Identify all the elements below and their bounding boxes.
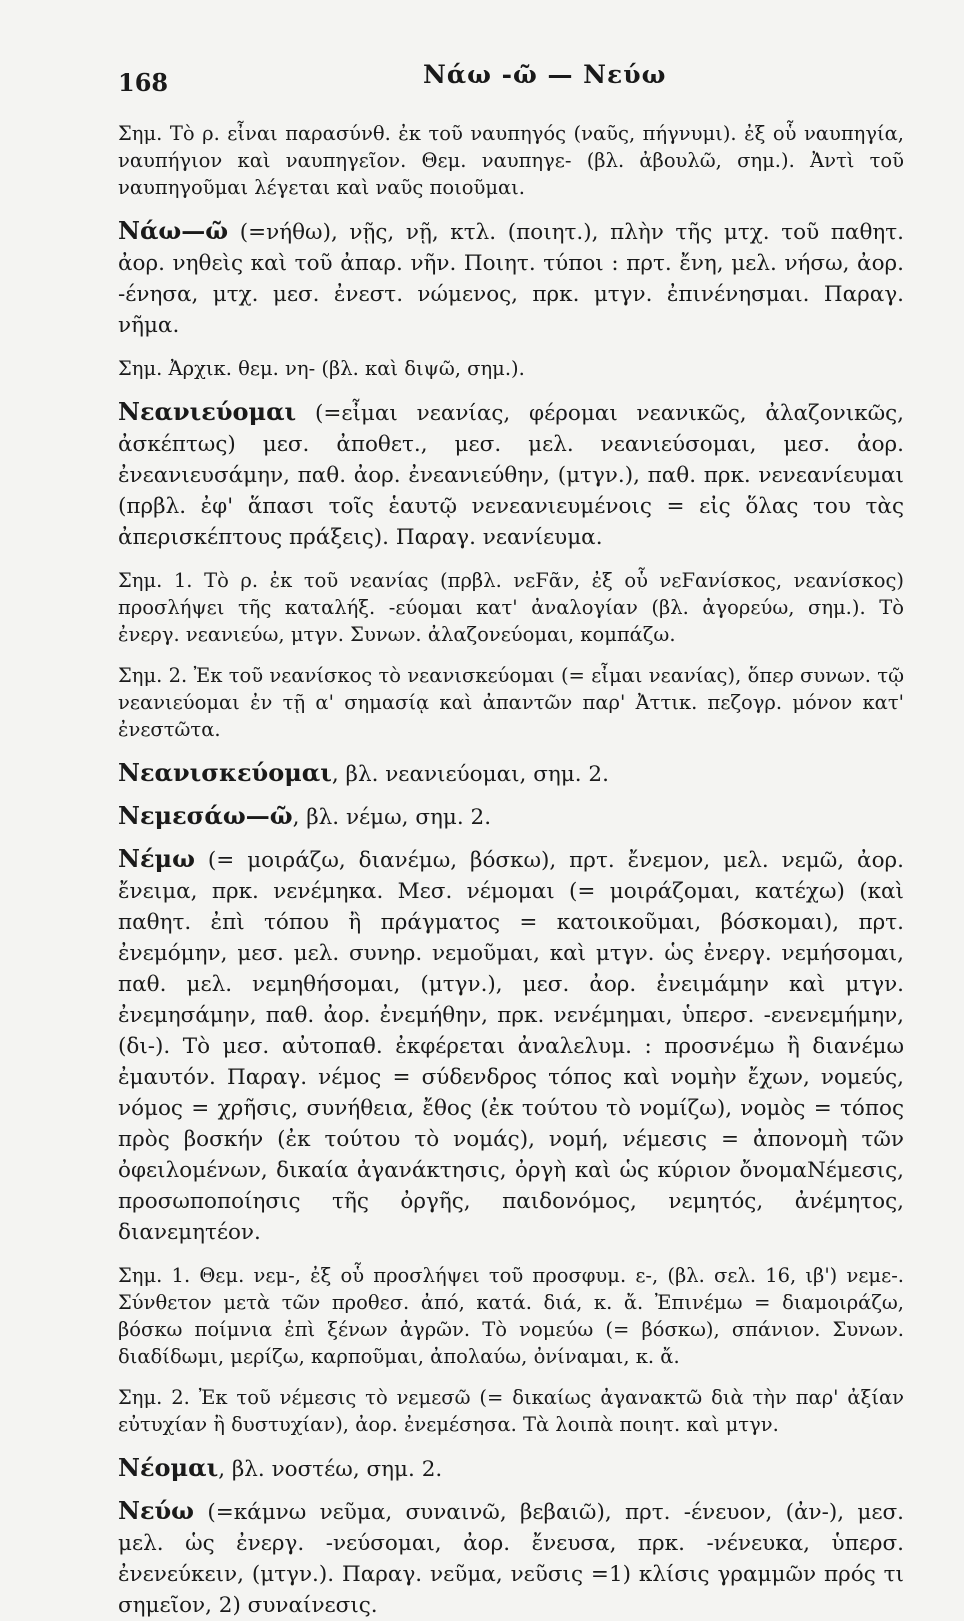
entry-text: (=κάμνω νεῦμα, συναινῶ, βεβαιῶ), πρτ. -ένευον, (ἀν-), μεσ. μελ. ὡς ἐνεργ. -νεύσομαι, ἀορ. ἔνευσα, πρκ. -νένευκα, ὑπερσ. ἐνενεύκειν, (μτγν.). Παραγ. νεῦμα, νεῦσις =1) κλίσις γραμμῶν πρός τι σημεῖον, 2) συναίνεσις. [118,1500,904,1618]
entry-text: Σημ. 1. Τὸ ρ. ἐκ τοῦ νεανίας (πρβλ. νεϜᾶν, ἐξ οὗ νεϜανίσκος, νεανίσκος) προσλήψει τῆς καταλήξ. -εύομαι κατ' ἀναλογίαν (βλ. ἀγορεύω, σημ.). Τὸ ἐνεργ. νεανιεύω, μτγν. Συνων. ἀλαζονεύομαι, κομπάζω. [118,569,904,646]
entry-text: , βλ. νέμω, σημ. 2. [292,805,492,830]
entry-text: , βλ. νοστέω, σημ. 2. [218,1457,443,1482]
entry-text: (=εἶμαι νεανίας, φέρομαι νεανικῶς, ἀλαζονικῶς, ἀσκέπτως) μεσ. ἀποθετ., μεσ. μελ. νεανιεύσομαι, μεσ. ἀορ. ἐνεανιευσάμην, παθ. ἀορ. ἐνεανιεύθην, (μτγν.), παθ. πρκ. νενεανίευμαι (πρβλ. ἐφ' ἅπασι τοῖς ἑαυτῷ νενεανιευμένοις = εἰς ὅλας του τὰς ἀπερισκέπτους πράξεις). Παραγ. νεανίευμα. [118,401,904,550]
entry-note [118,662,904,743]
dictionary-entry [118,215,904,341]
dictionary-entry [118,843,904,1248]
dictionary-entry [118,757,904,790]
entry-note [118,1262,904,1370]
entry-headword: Νεμεσάω—ῶ [118,801,293,830]
entry-headword: Νάω—ῶ [118,216,229,245]
dictionary-entry [118,800,904,833]
entry-text: Σημ. 1. Θεμ. νεμ-, ἐξ οὗ προσλήψει τοῦ προσφυμ. ε-, (βλ. σελ. 16, ιβ') νεμε-. Σύνθετον μετὰ τῶν προθεσ. ἀπό, κατά. διά, κ. ἄ. Ἐπινέμω = διαμοιράζω, βόσκω ποίμνια ἐπὶ ξένων ἀγρῶν. Τὸ νομεύω (= βόσκω), σπάνιον. Συνων. διαδίδωμι, μερίζω, καρποῦμαι, ἀπολαύω, ὀνίναμαι, κ. ἄ. [118,1264,904,1368]
entry-headword: Νεύω [118,1496,195,1525]
page-number: 168 [118,68,169,97]
dictionary-entry [118,1452,904,1485]
entries-column [118,120,904,1621]
entry-text: Σημ. 2. Ἐκ τοῦ νέμεσις τὸ νεμεσῶ (= δικαίως ἀγανακτῶ διὰ τὴν παρ' ἀξίαν εὐτυχίαν ἢ δυστυχίαν), ἀορ. ἐνεμέσησα. Τὰ λοιπὰ ποιητ. καὶ μτγν. [118,1386,904,1436]
entry-text: Σημ. Τὸ ρ. εἶναι παρασύνθ. ἐκ τοῦ ναυπηγός (ναῦς, πήγνυμι). ἐξ οὗ ναυπηγία, ναυπήγιον καὶ ναυπηγεῖον. Θεμ. ναυπηγε- (βλ. ἀβουλῶ, σημ.). Ἀντὶ τοῦ ναυπηγοῦμαι λέγεται καὶ ναῦς ποιοῦμαι. [118,122,904,199]
entry-note [118,355,904,382]
entry-note [118,120,904,201]
dictionary-entry [118,396,904,553]
dictionary-entry [118,1495,904,1621]
entry-headword: Νεανισκεύομαι [118,758,332,787]
entry-text: Σημ. 2. Ἐκ τοῦ νεανίσκος τὸ νεανισκεύομαι (= εἶμαι νεανίας), ὅπερ συνων. τῷ νεανιεύομαι ἐν τῇ α' σημασίᾳ καὶ ἀπαντῶν παρ' Ἀττικ. πεζογρ. μόνον κατ' ἐνεστῶτα. [118,664,904,741]
entry-headword: Νέομαι [118,1453,219,1482]
entry-headword: Νέμω [118,844,195,873]
page-header [118,58,904,98]
entry-headword: Νεανιεύομαι [118,397,297,426]
entry-text: , βλ. νεανιεύομαι, σημ. 2. [331,762,609,787]
entry-note [118,567,904,648]
entry-text: (=νήθω), νῇς, νῇ, κτλ. (ποιητ.), πλὴν τῆς μτχ. τοῦ παθητ. ἀορ. νηθεὶς καὶ τοῦ ἀπαρ. νῆν. Ποιητ. τύποι : πρτ. ἔνη, μελ. νήσω, ἀορ. -ένησα, μτχ. μεσ. ἐνεστ. νώμενος, πρκ. μτγν. ἐπινένησμαι. Παραγ. νῆμα. [118,220,904,338]
entry-text: (= μοιράζω, διανέμω, βόσκω), πρτ. ἔνεμον, μελ. νεμῶ, ἀορ. ἔνειμα, πρκ. νενέμηκα. Μεσ. νέμομαι (= μοιράζομαι, κατέχω) (καὶ παθητ. ἐπὶ τόπου ἢ πράγματος = κατοικοῦμαι, βόσκομαι), πρτ. ἐνεμόμην, μεσ. μελ. συνηρ. νεμοῦμαι, καὶ μτγν. ὡς ἐνεργ. νεμήσομαι, παθ. μελ. νεμηθήσομαι, (μτγν.), μεσ. ἀορ. ἐνειμάμην καὶ μτγν. ἐνεμησάμην, παθ. ἀορ. ἐνεμήθην, πρκ. νενέμημαι, ὑπερσ. -ενενεμήμην, (δι-). Τὸ μεσ. αὐτοπαθ. ἐκφέρεται ἀναλελυμ. : προσνέμω ἢ διανέμω ἐμαυτόν. Παραγ. νέμος = σύδενδρος τόπος καὶ νομὴν ἔχων, νομεύς, νόμος = χρῆσις, συνήθεια, ἔθος (ἐκ τούτου τὸ νομίζω), νομὸς = τόπος πρὸς βοσκήν (ἐκ τούτου τὸ νομάς), νομή, νέμεσις = ἀπονομὴ τῶν ὀφειλομένων, δικαία ἀγανάκτησις, ὀργὴ καὶ ὡς κύριον ὄνομαΝέμεσις, προσωποποίησις τῆς ὀργῆς, παιδονόμος, νεμητός, ἀνέμητος, διανεμητέον. [118,848,904,1245]
entry-text: Σημ. Ἀρχικ. θεμ. νη- (βλ. καὶ διψῶ, σημ.). [118,357,525,380]
running-title: Νάω -ῶ — Νεύω [423,60,667,89]
entry-note [118,1384,904,1438]
